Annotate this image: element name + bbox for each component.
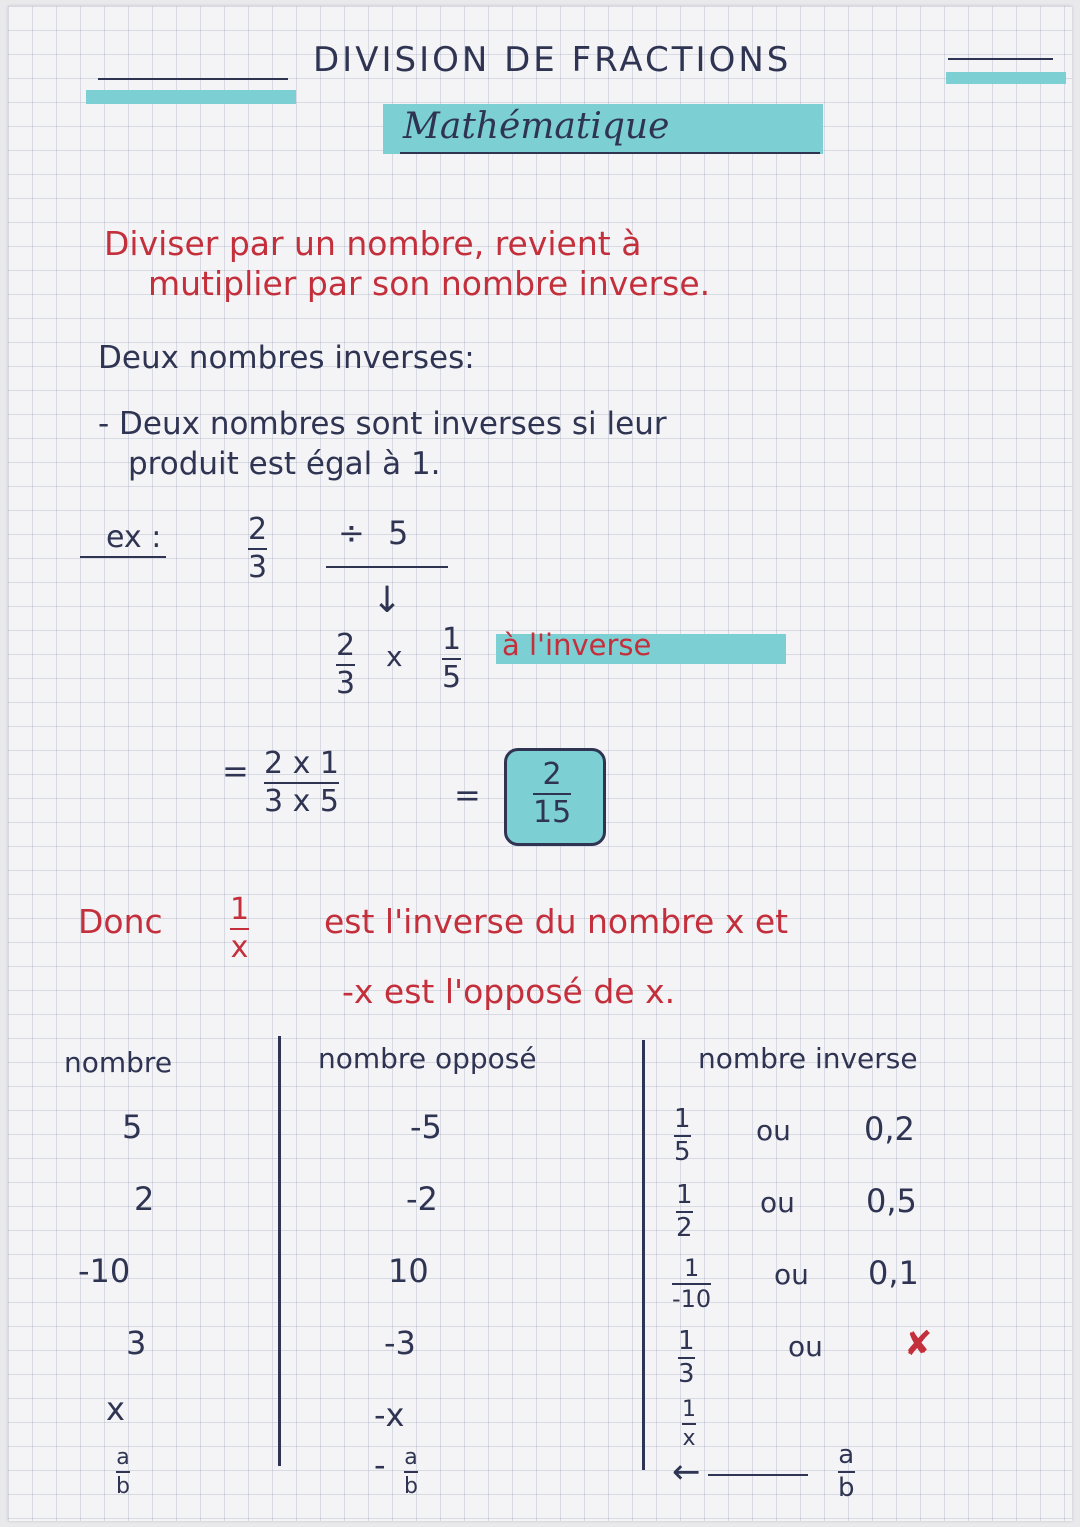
conclusion-den: x: [230, 929, 249, 965]
example-label: ex :: [106, 520, 162, 555]
subtitle-underline: [400, 152, 820, 154]
row4-number: 3: [126, 1324, 147, 1362]
row4-inverse-num: 1: [678, 1326, 695, 1356]
row4-ou: ou: [788, 1330, 823, 1363]
row3-ou: ou: [774, 1258, 809, 1291]
result-box: [504, 748, 606, 846]
equals-sign-2: =: [454, 776, 481, 814]
page-subtitle: Mathématique: [403, 106, 670, 147]
row1-number: 5: [122, 1108, 143, 1146]
row2-inverse-den: 2: [676, 1213, 693, 1244]
arrow-shaft: [708, 1474, 808, 1476]
row6-number: [116, 1446, 130, 1498]
row3-inverse-den: -10: [672, 1285, 712, 1314]
row4-inverse: [678, 1328, 695, 1389]
row1-opposite: -5: [410, 1108, 442, 1146]
example-divisor: 5: [388, 514, 409, 552]
example-inverse-num: 1: [442, 622, 462, 657]
header-left-highlight: [86, 90, 296, 104]
row1-inverse-den: 5: [674, 1137, 691, 1168]
row1-inverse: [674, 1106, 691, 1167]
row5-number: x: [106, 1390, 125, 1428]
product-num: 2 x 1: [264, 746, 339, 781]
conclusion-line-1: est l'inverse du nombre x et: [324, 902, 789, 941]
fraction-bar: [116, 1471, 130, 1473]
row3-number: -10: [78, 1252, 131, 1290]
down-arrow-icon: ↓: [372, 580, 403, 621]
rule-line-2: mutiplier par son nombre inverse.: [148, 264, 711, 303]
row3-opposite: 10: [388, 1252, 429, 1290]
row2-inverse: [676, 1182, 693, 1243]
row1-ou: ou: [756, 1114, 791, 1147]
row3-decimal: 0,1: [868, 1254, 919, 1292]
divide-sign: ÷: [338, 514, 365, 552]
row1-inverse-num: 1: [674, 1104, 691, 1134]
row6-number-num: a: [116, 1445, 130, 1470]
row1-decimal: 0,2: [864, 1110, 915, 1148]
product-fraction: [264, 748, 339, 817]
example-second-fraction: [336, 630, 355, 699]
example-second-den: 3: [336, 665, 356, 701]
row3-inverse: [672, 1256, 711, 1312]
times-sign: x: [386, 640, 403, 673]
conclusion-num: 1: [230, 892, 250, 927]
row2-ou: ou: [760, 1186, 795, 1219]
table-header-nombre: nombre: [64, 1046, 173, 1079]
equals-sign-1: =: [222, 752, 249, 790]
row5-inverse: [682, 1398, 696, 1450]
product-den: 3 x 5: [264, 783, 339, 819]
row6-opposite: [404, 1446, 418, 1498]
row5-inverse-num: 1: [682, 1397, 696, 1422]
conclusion-line-2: -x est l'opposé de x.: [342, 972, 676, 1011]
table-divider-1: [278, 1036, 281, 1466]
row6-opposite-den: b: [404, 1474, 418, 1500]
table-header-oppose: nombre opposé: [318, 1042, 537, 1075]
result-fraction: [533, 759, 571, 828]
row6-number-den: b: [116, 1474, 130, 1500]
example-inverse-fraction: [442, 624, 461, 693]
example-bracket: [326, 566, 448, 568]
section-heading: Deux nombres inverses:: [98, 340, 475, 376]
notebook-page: [8, 6, 1072, 1521]
row6-inverse: [838, 1442, 855, 1503]
row2-decimal: 0,5: [866, 1182, 917, 1220]
table-header-inverse: nombre inverse: [698, 1042, 918, 1075]
row6-opposite-num: a: [404, 1445, 418, 1470]
example-second-num: 2: [336, 628, 356, 663]
table-divider-2: [642, 1040, 645, 1470]
result-num: 2: [542, 757, 562, 792]
row2-inverse-num: 1: [676, 1180, 693, 1210]
row6-opposite-sign: -: [374, 1446, 386, 1484]
definition-line-2: produit est égal à 1.: [128, 446, 441, 482]
example-first-den: 3: [248, 549, 268, 585]
fraction-bar: [682, 1423, 696, 1425]
header-right-rule: [948, 58, 1053, 60]
result-den: 15: [533, 794, 572, 830]
header-left-rule: [98, 78, 288, 80]
header-right-highlight: [946, 72, 1066, 84]
row4-inverse-den: 3: [678, 1359, 695, 1390]
page-title: DIVISION DE FRACTIONS: [313, 40, 792, 80]
example-inverse-den: 5: [442, 659, 462, 695]
row2-number: 2: [134, 1180, 155, 1218]
row4-opposite: -3: [384, 1324, 416, 1362]
example-label-underline: [80, 556, 166, 558]
example-first-fraction: [248, 514, 267, 583]
conclusion-fraction: [230, 894, 249, 963]
fraction-bar: [404, 1471, 418, 1473]
row6-inverse-num: a: [838, 1440, 855, 1470]
left-arrow-icon: ←: [672, 1452, 701, 1492]
definition-line-1: - Deux nombres sont inverses si leur: [98, 406, 667, 442]
row5-inverse-den: x: [682, 1426, 696, 1452]
rule-line-1: Diviser par un nombre, revient à: [104, 224, 642, 263]
row5-opposite: -x: [374, 1396, 405, 1434]
cross-mark-icon: ✘: [904, 1324, 933, 1364]
row2-opposite: -2: [406, 1180, 438, 1218]
row3-inverse-num: 1: [683, 1254, 700, 1282]
inverse-note: à l'inverse: [502, 628, 652, 662]
conclusion-prefix: Donc: [78, 902, 163, 941]
example-first-num: 2: [248, 512, 268, 547]
row6-inverse-den: b: [838, 1473, 855, 1504]
